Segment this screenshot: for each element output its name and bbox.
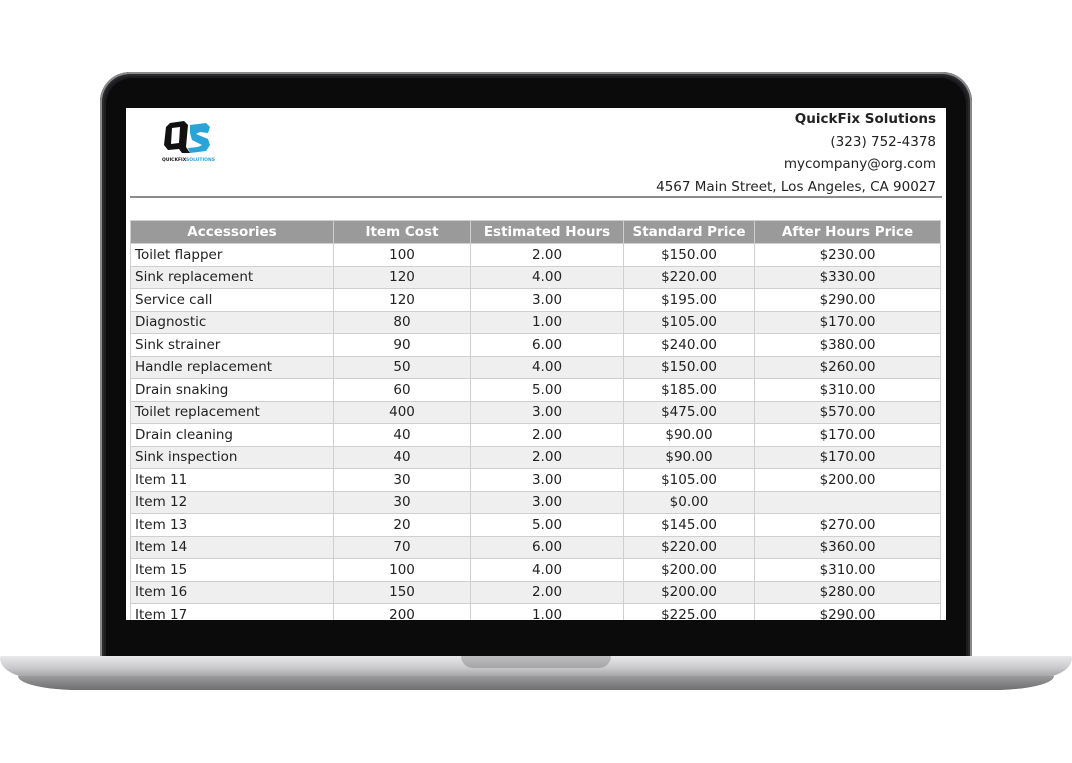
table-row [131, 446, 941, 469]
table-cell: $200.00 [755, 469, 941, 492]
table-cell: $380.00 [755, 334, 941, 357]
table-cell: $270.00 [755, 514, 941, 537]
table-cell: $105.00 [624, 311, 755, 334]
table-cell: $290.00 [755, 604, 941, 621]
table-cell: $105.00 [624, 469, 755, 492]
column-header: Standard Price [624, 221, 755, 244]
table-header-row [131, 221, 941, 244]
table-cell: 4.00 [471, 266, 624, 289]
table-cell: 4.00 [471, 356, 624, 379]
table-cell: $200.00 [624, 581, 755, 604]
table-cell: $280.00 [755, 581, 941, 604]
table-cell: 50 [334, 356, 471, 379]
table-cell: Item 12 [131, 491, 334, 514]
table-cell: Sink inspection [131, 446, 334, 469]
table-cell: Item 14 [131, 536, 334, 559]
table-cell: $170.00 [755, 446, 941, 469]
table-cell: Sink strainer [131, 334, 334, 357]
table-row [131, 514, 941, 537]
table-cell: $185.00 [624, 379, 755, 402]
table-cell: $290.00 [755, 289, 941, 312]
table-cell: $200.00 [624, 559, 755, 582]
table-row [131, 266, 941, 289]
table-cell: 90 [334, 334, 471, 357]
table-cell: 6.00 [471, 334, 624, 357]
table-row [131, 491, 941, 514]
table-cell: 60 [334, 379, 471, 402]
table-cell: Item 16 [131, 581, 334, 604]
table-row [131, 424, 941, 447]
table-row [131, 334, 941, 357]
table-cell: 30 [334, 469, 471, 492]
table-cell: $170.00 [755, 424, 941, 447]
table-cell: $310.00 [755, 559, 941, 582]
column-header: Accessories [131, 221, 334, 244]
table-cell: Drain cleaning [131, 424, 334, 447]
table-cell: Sink replacement [131, 266, 334, 289]
price-table [130, 220, 941, 620]
table-row [131, 289, 941, 312]
table-cell: Handle replacement [131, 356, 334, 379]
table-cell: 2.00 [471, 581, 624, 604]
table-cell: 1.00 [471, 604, 624, 621]
table-cell: $240.00 [624, 334, 755, 357]
table-cell: $195.00 [624, 289, 755, 312]
logo-q-shape [164, 121, 190, 153]
table-cell: $260.00 [755, 356, 941, 379]
table-cell: $360.00 [755, 536, 941, 559]
table-cell: $330.00 [755, 266, 941, 289]
header-divider [130, 196, 942, 198]
table-cell: 150 [334, 581, 471, 604]
table-cell: 3.00 [471, 491, 624, 514]
table-cell: $150.00 [624, 356, 755, 379]
table-cell: 20 [334, 514, 471, 537]
table-row [131, 356, 941, 379]
table-cell: $475.00 [624, 401, 755, 424]
table-cell: 120 [334, 289, 471, 312]
table-cell: Item 13 [131, 514, 334, 537]
table-cell: Item 11 [131, 469, 334, 492]
table-cell: $145.00 [624, 514, 755, 537]
table-cell: $90.00 [624, 446, 755, 469]
table-cell: $225.00 [624, 604, 755, 621]
table-cell: $90.00 [624, 424, 755, 447]
laptop-hinge-notch [461, 656, 611, 668]
table-cell: 2.00 [471, 446, 624, 469]
table-cell: Drain snaking [131, 379, 334, 402]
table-cell: 1.00 [471, 311, 624, 334]
laptop-base-bottom [18, 676, 1054, 690]
table-cell: Service call [131, 289, 334, 312]
table-cell: $150.00 [624, 244, 755, 267]
column-header: Item Cost [334, 221, 471, 244]
table-cell: 4.00 [471, 559, 624, 582]
logo-caption-left: QUICKFIX [162, 158, 187, 163]
table-cell: Item 15 [131, 559, 334, 582]
table-row [131, 559, 941, 582]
table-cell: 2.00 [471, 424, 624, 447]
table-cell: 3.00 [471, 401, 624, 424]
table-cell: Toilet replacement [131, 401, 334, 424]
laptop-screen [126, 108, 946, 620]
table-cell: 70 [334, 536, 471, 559]
table-cell: Toilet flapper [131, 244, 334, 267]
table-row [131, 581, 941, 604]
logo-s-shape [188, 123, 210, 153]
column-header: Estimated Hours [471, 221, 624, 244]
table-cell: 2.00 [471, 244, 624, 267]
table-cell: 3.00 [471, 469, 624, 492]
table-row [131, 401, 941, 424]
column-header: After Hours Price [755, 221, 941, 244]
table-cell: 100 [334, 559, 471, 582]
table-cell: 30 [334, 491, 471, 514]
table-cell: 40 [334, 424, 471, 447]
company-logo [160, 117, 220, 165]
table-row [131, 311, 941, 334]
table-cell: $310.00 [755, 379, 941, 402]
table-row [131, 379, 941, 402]
table-cell: 200 [334, 604, 471, 621]
table-cell: 5.00 [471, 514, 624, 537]
company-info [656, 108, 936, 198]
table-cell: 6.00 [471, 536, 624, 559]
table-row [131, 536, 941, 559]
table-cell: 400 [334, 401, 471, 424]
table-row [131, 244, 941, 267]
table-row [131, 604, 941, 621]
table-cell: Diagnostic [131, 311, 334, 334]
table-cell: 80 [334, 311, 471, 334]
table-cell: 120 [334, 266, 471, 289]
table-cell: $230.00 [755, 244, 941, 267]
table-cell: 5.00 [471, 379, 624, 402]
table-cell [755, 491, 941, 514]
table-cell: Item 17 [131, 604, 334, 621]
table-cell: 40 [334, 446, 471, 469]
company-email: mycompany@org.com [783, 156, 936, 172]
company-address: 4567 Main Street, Los Angeles, CA 90027 [656, 178, 936, 195]
table-cell: 100 [334, 244, 471, 267]
table-cell: $0.00 [624, 491, 755, 514]
table-cell: $220.00 [624, 266, 755, 289]
table-cell: $220.00 [624, 536, 755, 559]
logo-caption-right: SOLUTIONS [186, 158, 216, 163]
company-phone: (323) 752-4378 [830, 133, 936, 150]
table-row [131, 469, 941, 492]
company-name: QuickFix Solutions [794, 111, 936, 127]
table-cell: 3.00 [471, 289, 624, 312]
table-cell: $170.00 [755, 311, 941, 334]
table-cell: $570.00 [755, 401, 941, 424]
